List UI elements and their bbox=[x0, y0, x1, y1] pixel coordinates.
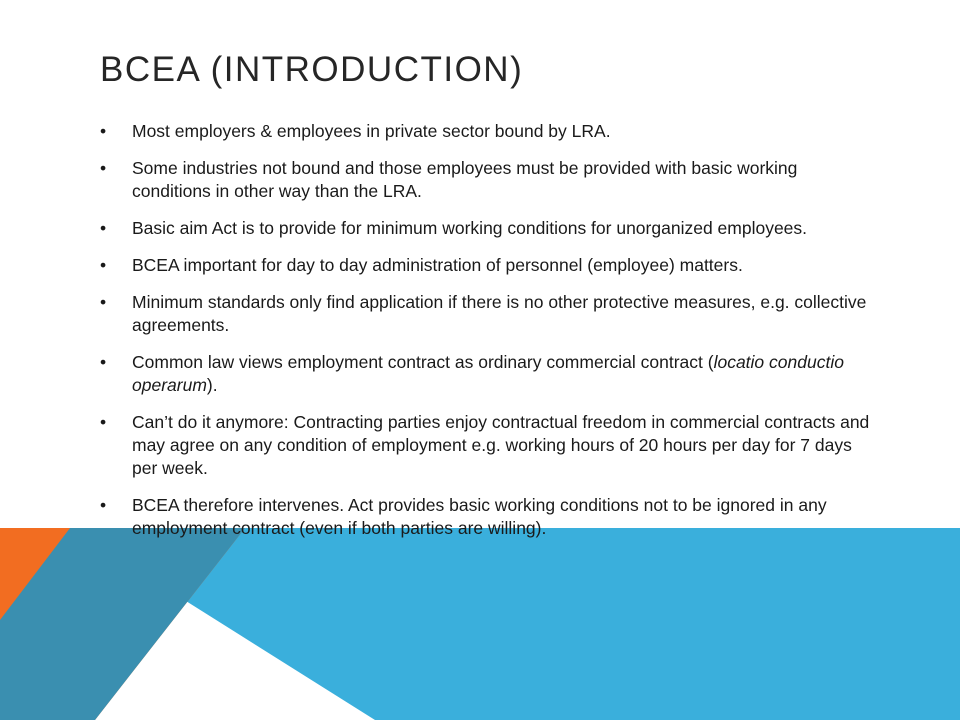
bullet-item bbox=[100, 291, 870, 337]
bullet-text-italic: locatio conductio operarum bbox=[132, 352, 844, 395]
bullet-item bbox=[100, 157, 870, 203]
bullet-text: BCEA therefore intervenes. Act provides basic working conditions not to be ignored in any employment contract (even if both parties are willing). bbox=[132, 495, 827, 538]
bullet-icon: • bbox=[100, 121, 107, 141]
bullet-icon: • bbox=[100, 292, 107, 312]
bullet-item bbox=[100, 120, 870, 143]
slide-title: BCEA (INTRODUCTION) bbox=[100, 50, 524, 89]
bullet-icon: • bbox=[100, 255, 107, 275]
bullet-text-after: ). bbox=[206, 375, 218, 395]
bullet-text-before: Common law views employment contract as ordinary commercial contract ( bbox=[132, 352, 714, 372]
bullet-item bbox=[100, 411, 870, 480]
bullet-text: Some industries not bound and those employees must be provided with basic working conditions in other way than the LRA. bbox=[132, 158, 798, 201]
bullet-text: Can’t do it anymore: Contracting parties enjoy contractual freedom in commercial contracts and may agree on any condition of employment e.g. working hours of 20 hours per day for 7 days per week. bbox=[132, 412, 870, 478]
bullet-item bbox=[100, 254, 870, 277]
bullet-text: Basic aim Act is to provide for minimum working conditions for unorganized employees. bbox=[132, 218, 808, 238]
bullet-text: BCEA important for day to day administration of personnel (employee) matters. bbox=[132, 255, 743, 275]
bullet-icon: • bbox=[100, 158, 107, 178]
bullet-text: Minimum standards only find application if there is no other protective measures, e.g. collective agreements. bbox=[132, 292, 867, 335]
bullet-icon: • bbox=[100, 352, 107, 372]
bullet-icon: • bbox=[100, 412, 107, 432]
bullet-list bbox=[100, 120, 870, 554]
bullet-icon: • bbox=[100, 218, 107, 238]
bullet-item bbox=[100, 494, 870, 540]
bullet-item bbox=[100, 217, 870, 240]
bullet-text: Most employers & employees in private sector bound by LRA. bbox=[132, 121, 611, 141]
bullet-item bbox=[100, 351, 870, 397]
bullet-icon: • bbox=[100, 495, 107, 515]
